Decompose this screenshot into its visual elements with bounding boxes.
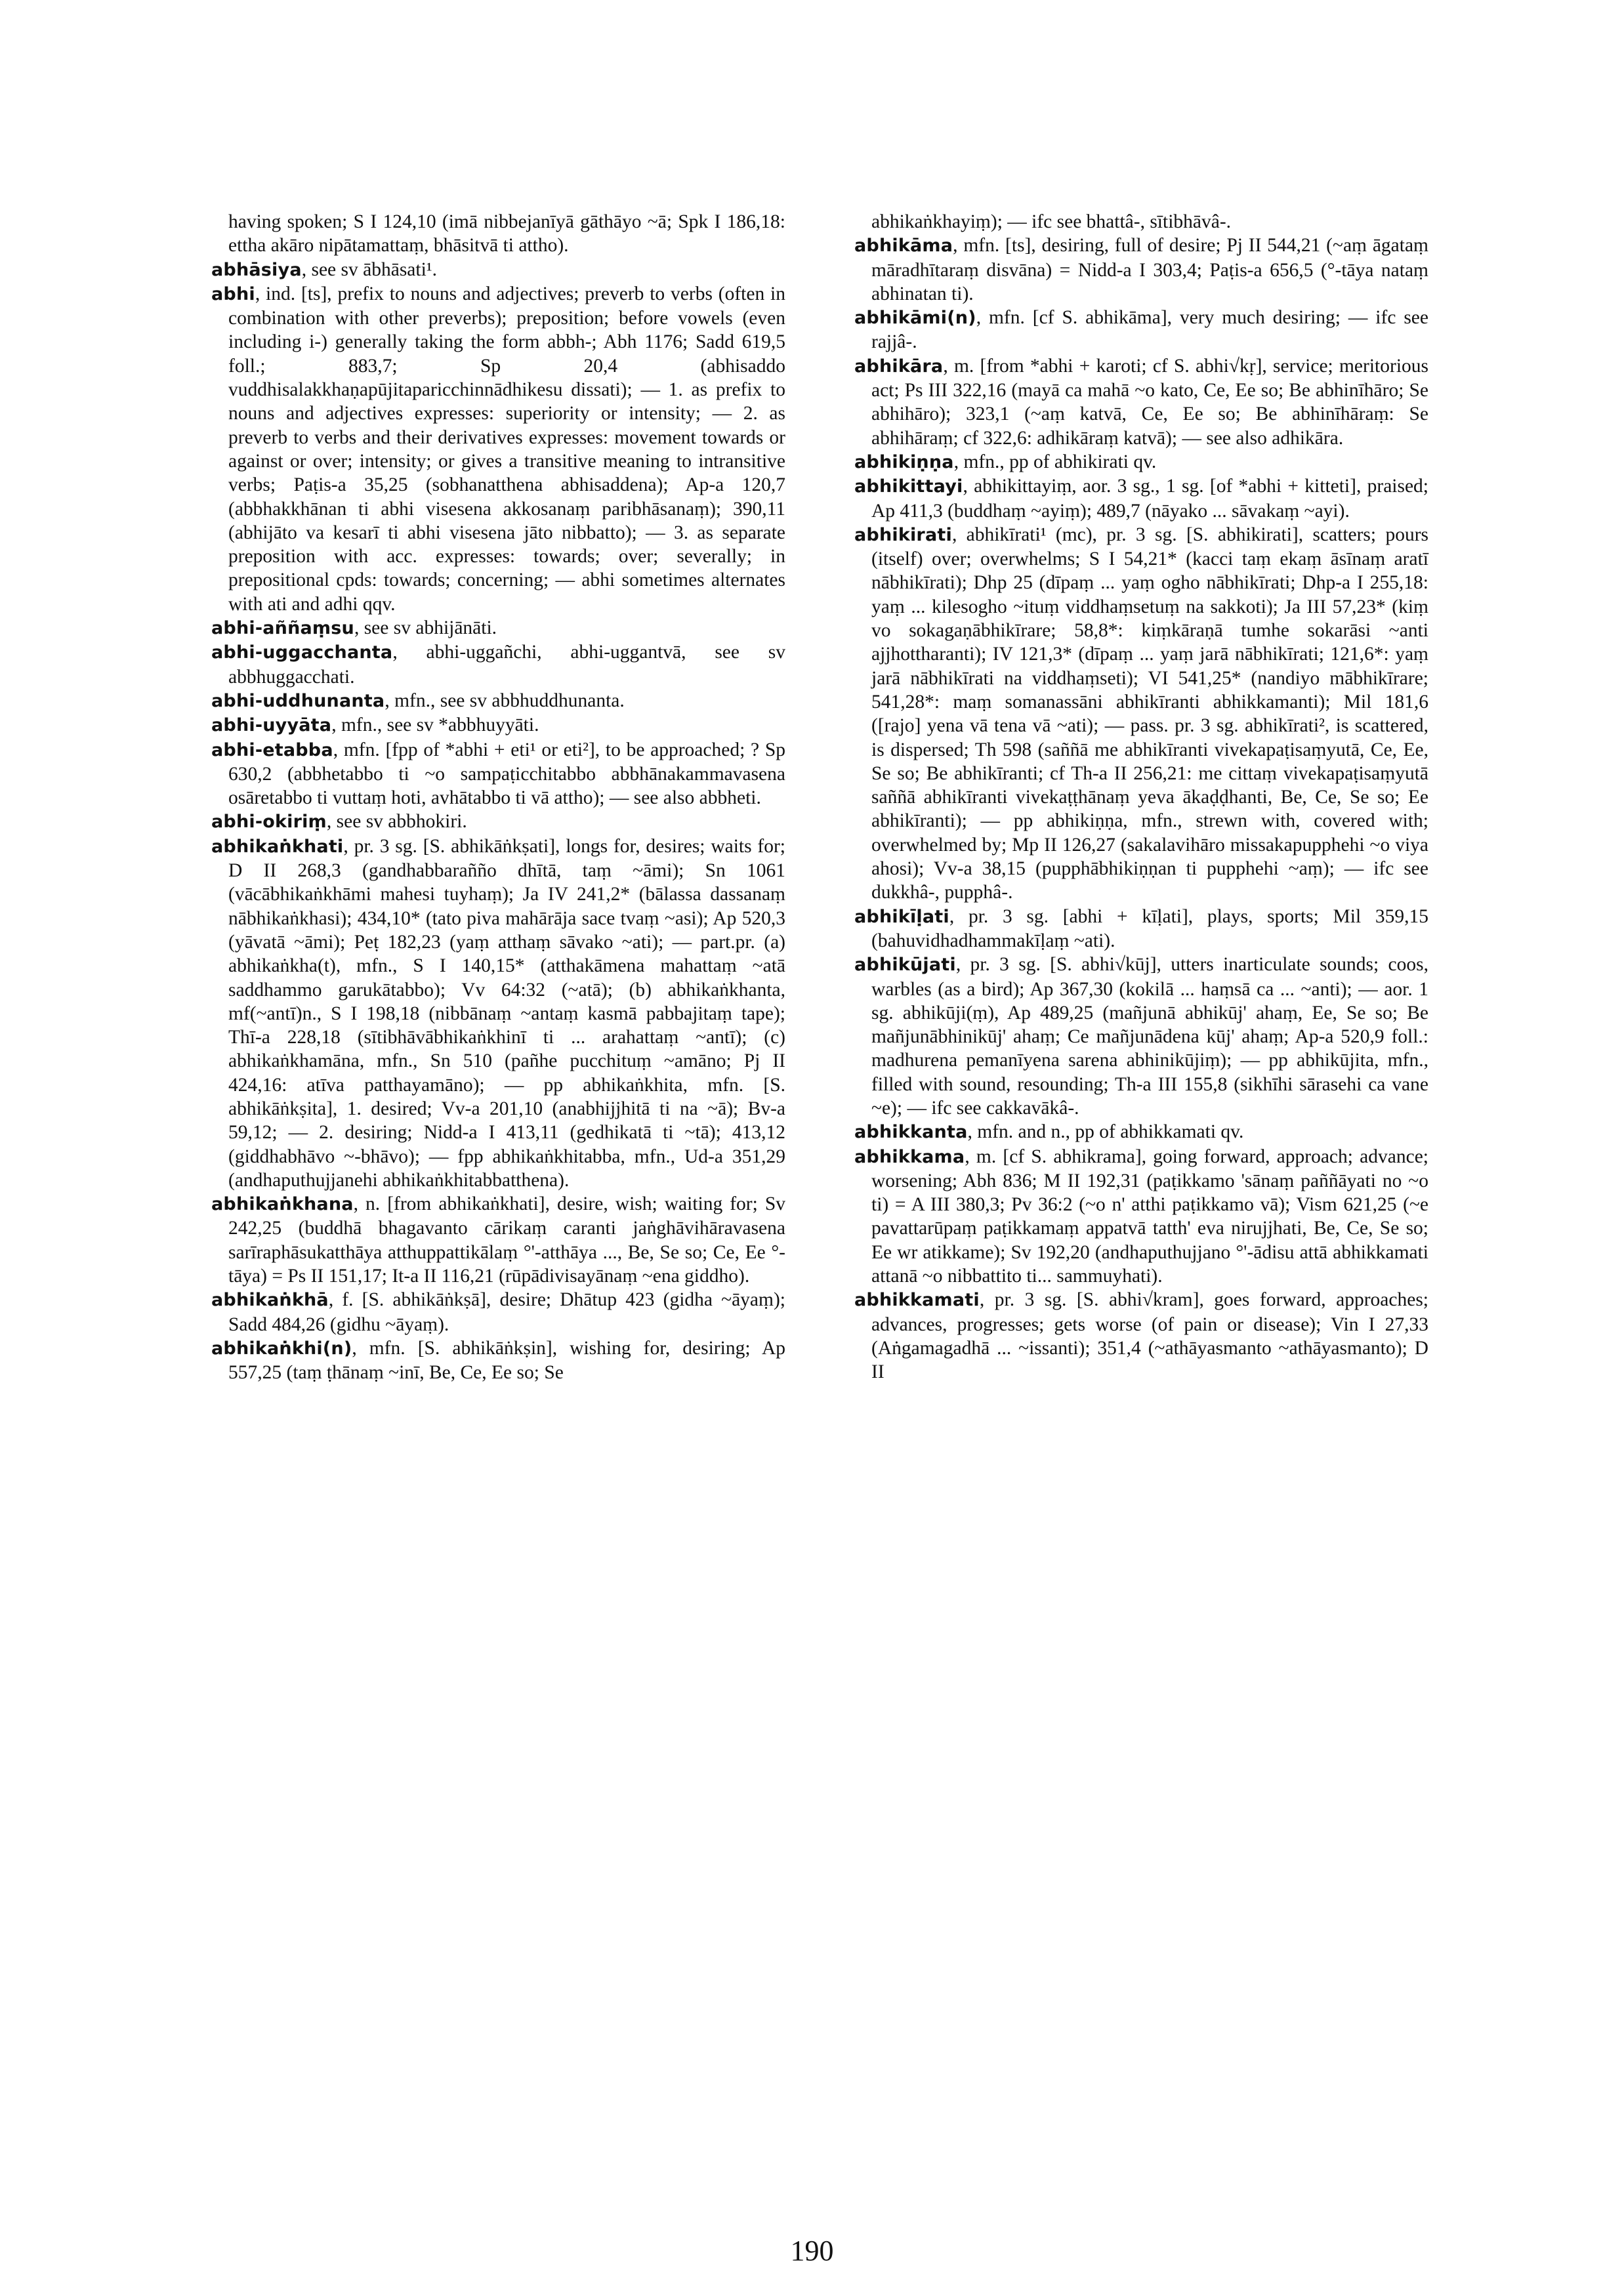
entry: abhikāra, m. [from *abhi + karoti; cf S. abhi√kṛ], service; meritorious act; Ps III 322,16 (mayā ca mahā ~o kato, Ce, Ee so; Be abhinīhāro; Se abhihāro); 323,1 (~aṃ katvā, Ce, Ee so; Be abhinīhāraṃ: Se abhihāraṃ; cf 322,6: adhikāraṃ katvā); — see also adhikāra. xyxy=(854,355,1428,449)
headword: abhikkanta xyxy=(854,1122,968,1143)
entry: abhi-okiriṃ, see sv abbhokiri. xyxy=(211,811,467,833)
entry: abhikkanta, mfn. and n., pp of abhikkamati qv. xyxy=(854,1121,1244,1143)
headword: abhikiṇṇa xyxy=(854,451,954,472)
entry: abhi-etabba, mfn. [fpp of *abhi + eti¹ or eti²], to be approached; ? Sp 630,2 (abbhetabbo ti ~o sampaṭicchitabbo abbhānakammavasena osāretabbo ti vuttaṃ hoti, avhātabbo ti vā attho); — see also abbheti. xyxy=(211,739,785,809)
entry: abhi-uddhunanta, mfn., see sv abbhuddhunanta. xyxy=(211,690,625,711)
headword: abhikāmi(n) xyxy=(854,308,976,329)
headword: abhikāra xyxy=(854,356,944,377)
entry: abhikīḷati, pr. 3 sg. [abhi + kīḷati], plays, sports; Mil 359,15 (bahuvidhadhammakīḷaṃ ~ati). xyxy=(854,905,1428,951)
entry: abhi, ind. [ts], prefix to nouns and adjectives; preverb to verbs (often in combination with other preverbs); preposition; before vowels (even including i-) generally taking the form abbh-; Abh 1176; Sadd 619,5 foll.; 883,7; Sp 20,4 (abhisaddo vuddhisalakkhaṇapūjitaparicchinnādhikesu dissati); — 1. as prefix to nouns and adjectives expresses: superiority or intensity; — 2. as preverb to verbs and their derivatives expresses: movement towards or against or over; intensity; or gives a transitive meaning to intransitive verbs; Paṭis-a 35,25 (sobhanatthena abhisaddena); Ap-a 120,7 (abbhakkhānan ti abhi visesena akkosanaṃ paribhāsanaṃ); 390,11 (abhijāto va kesarī ti abhi visesena jāto nibbatto); — 3. as separate preposition with acc. expresses: towards; over; severally; in prepositional cpds: towards; concerning; — abhi sometimes alternates with ati and adhi qqv. xyxy=(211,283,785,615)
entry: abhikaṅkhati, pr. 3 sg. [S. abhikāṅkṣati], longs for, desires; waits for; D II 268,3 (gandhabbarañño dhītā, taṃ ~āmi); Sn 1061 (vācābhikaṅkhāmi mahesi tuyhaṃ); Ja IV 241,2* (bālassa dassanaṃ nābhikaṅkhasi); 434,10* (tato piva mahārāja sace tvaṃ ~asi); Ap 520,3 (yāvatā ~āmi); Peṭ 182,23 (yaṃ atthaṃ sāvako ~ati); — part.pr. (a) abhikaṅkha(t), mfn., S I 140,15* (atthakāmena mahattaṃ ~atā saddhammo garukātabbo); Vv 64:32 (~atā); (b) abhikaṅkhanta, mf(~antī)n., S I 198,18 (nibbānaṃ ~antaṃ kasmā pabbajitaṃ tape); Thī-a 228,18 (sītibhāvābhikaṅkhinī ti ... arahattaṃ ~antī); (c) abhikaṅkhamāna, mfn., Sn 510 (pañhe pucchituṃ ~amāno; Pj II 424,16: atīva patthayamāno); — pp abhikaṅkhita, mfn. [S. abhikāṅkṣita], 1. desired; Vv-a 201,10 (anabhijjhitā ti na ~ā); Bv-a 59,12; — 2. desiring; Nidd-a I 413,11 (gedhikatā ti ~tā); 413,12 (giddhabhāvo ~-bhāvo); — fpp abhikaṅkhitabba, mfn., Ud-a 351,29 (andhaputhujjanehi abhikaṅkhitabbatthena). xyxy=(211,835,785,1191)
entry: abhikaṅkhayiṃ); — ifc see bhattâ-, sītibhāvâ-. xyxy=(871,211,1232,232)
headword: abhikirati xyxy=(854,524,952,545)
headword: abhikittayi xyxy=(854,476,963,497)
headword: abhikaṅkhati xyxy=(211,836,344,857)
entry: abhāsiya, see sv ābhāsati¹. xyxy=(211,258,438,280)
entry: abhikaṅkhā, f. [S. abhikāṅkṣā], desire; Dhātup 423 (gidha ~āyaṃ); Sadd 484,26 (gidhu ~āyaṃ). xyxy=(211,1289,785,1335)
headword: abhi xyxy=(211,283,255,304)
headword: abhikkamati xyxy=(854,1290,980,1311)
page-number: 190 xyxy=(790,2235,834,2267)
entry: abhi-aññaṃsu, see sv abhijānāti. xyxy=(211,617,497,639)
headword: abhi-etabba xyxy=(211,739,333,760)
headword: abhikīḷati xyxy=(854,906,949,927)
headword: abhi-uggacchanta xyxy=(211,642,393,663)
entry: abhi-uyyāta, mfn., see sv *abbhuyyāti. xyxy=(211,714,539,736)
headword: abhāsiya xyxy=(211,259,302,280)
headword: abhi-okiriṃ xyxy=(211,812,327,833)
headword: abhikūjati xyxy=(854,955,956,976)
headword: abhi-uddhunanta xyxy=(211,690,385,711)
entry: abhikāma, mfn. [ts], desiring, full of desire; Pj II 544,21 (~aṃ āgataṃ māradhītaraṃ disvāna) = Nidd-a I 303,4; Paṭis-a 656,5 (°-tāya nataṃ abhinatan ti). xyxy=(854,235,1428,304)
headword: abhikkama xyxy=(854,1146,965,1167)
right-column xyxy=(854,210,1428,1384)
headword: abhikāma xyxy=(854,236,953,257)
entry: abhikirati, abhikīrati¹ (mc), pr. 3 sg. [S. abhikirati], scatters; pours (itself) over; overwhelms; S I 54,21* (kacci taṃ ekaṃ āsīnaṃ aratī nābhikīrati); Dhp 25 (dīpaṃ ... yaṃ ogho nābhikīrati; Dhp-a I 255,18: yaṃ ... kilesogho ~ituṃ viddhaṃsetuṃ na sakkoti); Ja III 57,23* (kiṃ vo sokagaṇābhikīrare; 58,8*: kiṃkāraṇā tumhe sokarāsi ~anti ajjhottharanti); IV 121,3* (dīpaṃ ... yaṃ jarā nābhikīrati; 121,6*: yaṃ jarā nābhikīrati na viddhaṃseti); VI 541,25* (nandiyo mābhikīrare; 541,28*: maṃ somanassāni abhikīranti abhikkamanti); Mil 181,6 ([rajo] yena vā tena vā ~ati); — pass. pr. 3 sg. abhikīrati², is scattered, is dispersed; Th 598 (saññā me abhikīranti vivekapaṭisaṃyutā, Ce, Ee, Se so; Be abhikīranti; cf Th-a II 256,21: me cittaṃ vivekapaṭisaṃyutā saññā abhikīranti vivekaṭṭhānaṃ yeva ākaḍḍhanti, Be, Ce, Se so; Ee abhikīranti); — pp abhikiṇṇa, mfn., strewn with, covered with; overwhelmed by; Mp II 126,27 (sakalavihāro missakapupphehi ~o viya ahosi); Vv-a 38,15 (pupphābhikiṇṇan ti pupphehi ~aṃ); — ifc see dukkhâ-, pupphâ-. xyxy=(854,524,1428,903)
entry: abhikāmi(n), mfn. [cf S. abhikāma], very much desiring; — ifc see rajjâ-. xyxy=(854,307,1428,353)
headword: abhikaṅkhi(n) xyxy=(211,1338,352,1359)
headword: abhikaṅkhā xyxy=(211,1290,329,1311)
entry: abhikiṇṇa, mfn., pp of abhikirati qv. xyxy=(854,451,1157,472)
entry: abhi-uggacchanta, abhi-uggañchi, abhi-uggantvā, see sv abbhuggacchati. xyxy=(211,642,785,688)
headword: abhikaṅkhana xyxy=(211,1194,354,1215)
entry: abhikaṅkhi(n), mfn. [S. abhikāṅkṣin], wishing for, desiring; Ap 557,25 (taṃ ṭhānaṃ ~inī, Be, Ce, Ee so; Se xyxy=(211,1337,785,1384)
entry: abhikkamati, pr. 3 sg. [S. abhi√kram], goes forward, approaches; advances, progresses; gets worse (of pain or disease); Vin I 27,33 (Aṅgamagadhā ... ~issanti); 351,4 (~athāyasmanto ~athāyasmanto); D II xyxy=(854,1289,1428,1383)
left-column xyxy=(211,210,785,1385)
entry: abhikūjati, pr. 3 sg. [S. abhi√kūj], utters inarticulate sounds; coos, warbles (as a bird); Ap 367,30 (kokilā ... haṃsā ca ... ~anti); — aor. 1 sg. abhikūji(ṃ), Ap 489,25 (mañjunā abhikūj' ahaṃ, Ee, Se so; Be mañjunābhinikūj' ahaṃ; Ce mañjunādena kūj' ahaṃ; Ap-a 520,9 foll.: madhurena pemanīyena sarena abhinikūjiṃ); — pp abhikūjita, mfn., filled with sound, resounding; Th-a III 155,8 (sikhīhi sārasehi ca vane ~e); — ifc see cakkavākâ-. xyxy=(854,954,1428,1119)
entry: abhikaṅkhana, n. [from abhikaṅkhati], desire, wish; waiting for; Sv 242,25 (buddhā bhagavanto cārikaṃ caranti jaṅghāvihāravasena sarīraphāsukatthāya atthuppattikālaṃ °'-atthāya ..., Be, Se so; Ce, Ee °-tāya) = Ps II 151,17; It-a II 116,21 (rūpādivisayānaṃ ~ena giddho). xyxy=(211,1193,785,1287)
headword: abhi-uyyāta xyxy=(211,715,332,736)
entry: abhikittayi, abhikittayiṃ, aor. 3 sg., 1 sg. [of *abhi + kitteti], praised; Ap 411,3 (buddhaṃ ~ayiṃ); 489,7 (nāyako ... sāvakaṃ ~ayi). xyxy=(854,476,1428,522)
headword: abhi-aññaṃsu xyxy=(211,618,354,639)
entry: abhikkama, m. [cf S. abhikrama], going forward, approach; advance; worsening; Abh 836; M II 192,31 (paṭikkamo 'sānaṃ paññāyati no ~o ti) = A III 380,3; Pv 36:2 (~o n' atthi paṭikkamo vā); Vism 621,25 (~e pavattarūpaṃ paṭikkamaṃ appatvā tatth' eva nirujjhati, Be, Ce, Se so; Ee wr atikkame); Sv 192,20 (andhaputhujjano °'-ādisu attā abhikkamati attanā ~o nibbattito ti... sammuyhati). xyxy=(854,1146,1428,1287)
entry: having spoken; S I 124,10 (imā nibbejanīyā gāthāyo ~ā; Spk I 186,18: ettha akāro nipātamattaṃ, bhāsitvā ti attho). xyxy=(228,211,785,257)
